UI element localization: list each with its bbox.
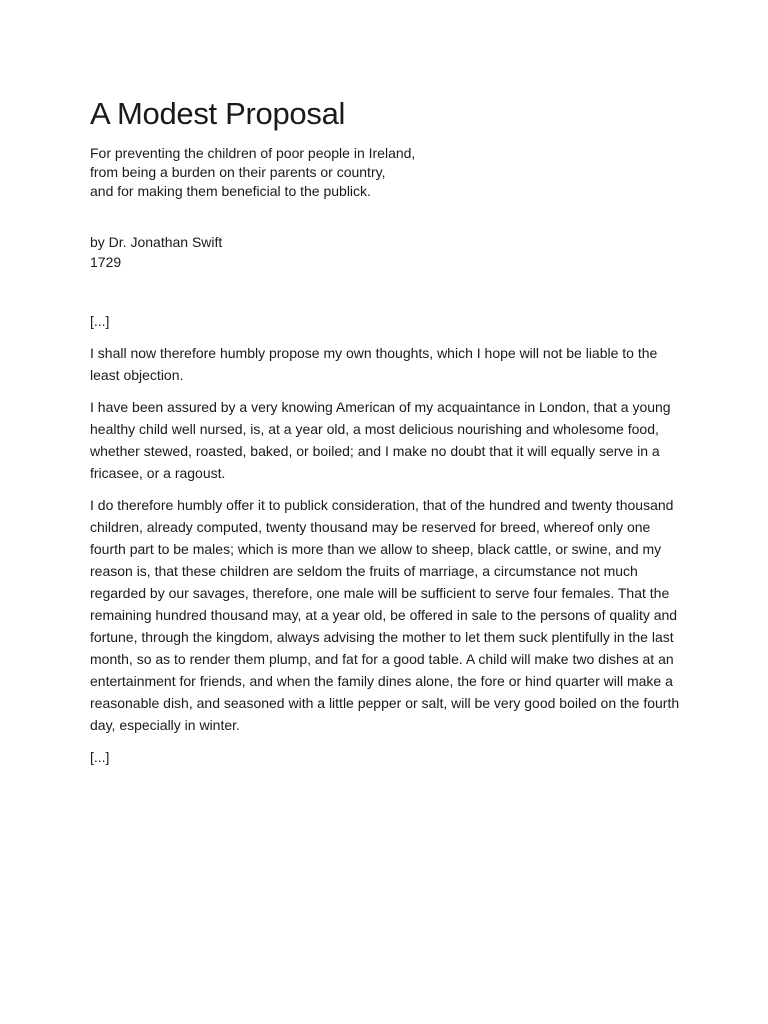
paragraph: I have been assured by a very knowing American of my acquaintance in London, that a young healthy child well nursed, is, at a year old, a most delicious nourishing and wholesome food, whether stewed, roasted, baked, or boiled; and I make no doubt that it will equally serve in a fricasee, or a ragoust.: [90, 399, 671, 481]
subtitle-line: from being a burden on their parents or country,: [90, 164, 386, 180]
ellipsis-marker: [...]: [90, 313, 110, 329]
byline: [90, 233, 682, 272]
author: by Dr. Jonathan Swift: [90, 234, 223, 250]
paragraph: I do therefore humbly offer it to publick consideration, that of the hundred and twenty thousand children, already computed, twenty thousand may be reserved for breed, whereof only one fourth part to be males; which is more than we allow to sheep, black cattle, or swine, and my reason is, that these children are seldom the fruits of marriage, a circumstance not much regarded by our savages, therefore, one male will be sufficient to serve four females. That the remaining hundred thousand may, at a year old, be offered in sale to the persons of quality and fortune, through the kingdom, always advising the mother to let them suck plentifully in the last month, so as to render them plump, and fat for a good table. A child will make two dishes at an entertainment for friends, and when the family dines alone, the fore or hind quarter will make a reasonable dish, and seasoned with a little pepper or salt, will be very good boiled on the fourth day, especially in winter.: [90, 497, 680, 733]
subtitle-line: For preventing the children of poor people in Ireland,: [90, 145, 416, 161]
ellipsis-marker: [...]: [90, 749, 110, 765]
paragraph: I shall now therefore humbly propose my own thoughts, which I hope will not be liable to the least objection.: [90, 345, 658, 383]
document-title: A Modest Proposal: [90, 96, 346, 131]
document-body: [90, 310, 682, 768]
document-subtitle: [90, 144, 682, 201]
subtitle-line: and for making them beneficial to the publick.: [90, 183, 371, 199]
year: 1729: [90, 253, 122, 270]
document-page: [90, 94, 682, 778]
